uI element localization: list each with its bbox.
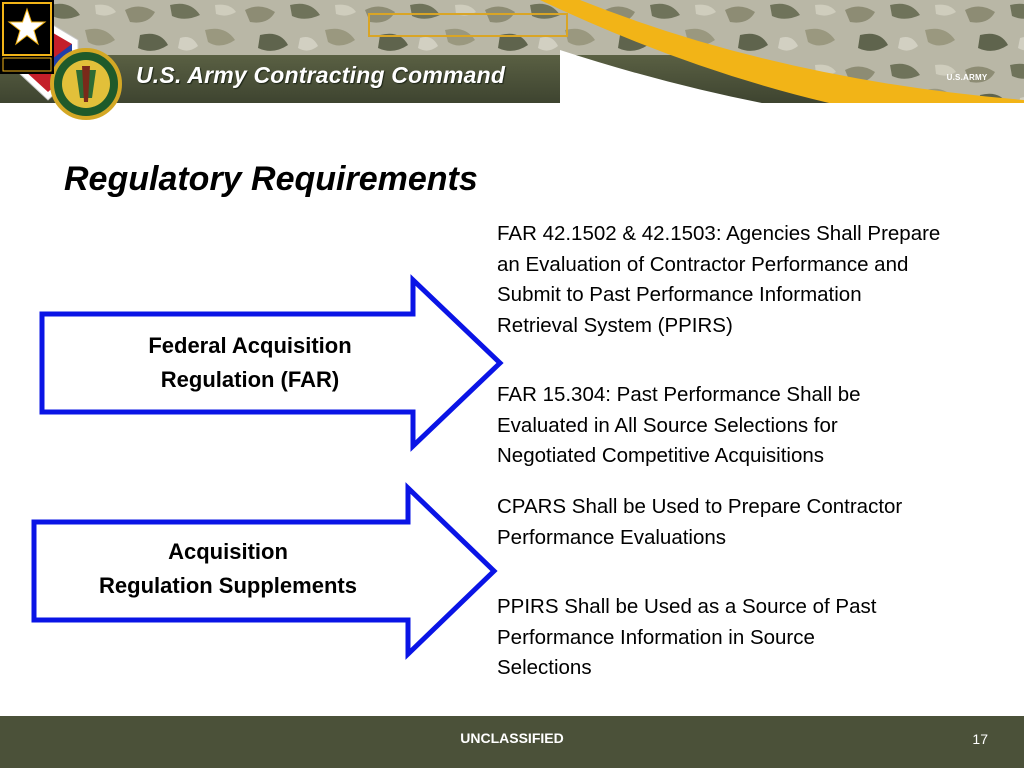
- classification-label: UNCLASSIFIED: [460, 730, 564, 746]
- requirement-line: Submit to Past Performance Information: [497, 283, 862, 306]
- requirement-line: an Evaluation of Contractor Performance and: [497, 252, 909, 276]
- army-star-logo: [0, 0, 54, 74]
- requirement-line: Performance Information in Source: [497, 625, 815, 649]
- requirement-line: FAR 42.1502 & 42.1503: Agencies Shall Prepare: [497, 222, 941, 245]
- supplements-arrow-label-line1: Acquisition: [168, 539, 288, 564]
- footer-bar: [0, 716, 1024, 768]
- far-arrow-label: [90, 329, 410, 397]
- army-logo-text: U.S.ARMY: [946, 73, 988, 82]
- requirement-line: Evaluated in All Source Selections for: [497, 413, 838, 437]
- requirement-line: Selections: [497, 656, 592, 679]
- far-arrow-label-line2: Regulation (FAR): [160, 367, 340, 392]
- header-title: U.S. Army Contracting Command: [136, 62, 506, 88]
- slide-title: Regulatory Requirements: [64, 160, 478, 198]
- requirement-ppirs: [497, 592, 1007, 684]
- requirement-line: CPARS Shall be Used to Prepare Contractor: [497, 495, 903, 518]
- page-number: 17: [972, 731, 988, 747]
- supplements-arrow-label-line2: Regulation Supplements: [99, 573, 357, 598]
- header-outline-box: [368, 13, 568, 37]
- requirement-line: FAR 15.304: Past Performance Shall be: [497, 383, 861, 406]
- header-banner: [0, 0, 1024, 135]
- requirement-line: Performance Evaluations: [497, 525, 727, 549]
- requirement-far-15: [497, 380, 1007, 472]
- acc-seal: [52, 50, 120, 118]
- requirement-far-42: [497, 219, 1007, 341]
- requirement-line: Retrieval System (PPIRS): [497, 313, 733, 337]
- supplements-arrow-label: [68, 535, 388, 603]
- far-arrow-label-line1: Federal Acquisition: [148, 333, 352, 358]
- requirement-cpars: [497, 492, 1007, 553]
- requirement-line: Negotiated Competitive Acquisitions: [497, 444, 825, 467]
- requirement-line: PPIRS Shall be Used as a Source of Past: [497, 595, 877, 618]
